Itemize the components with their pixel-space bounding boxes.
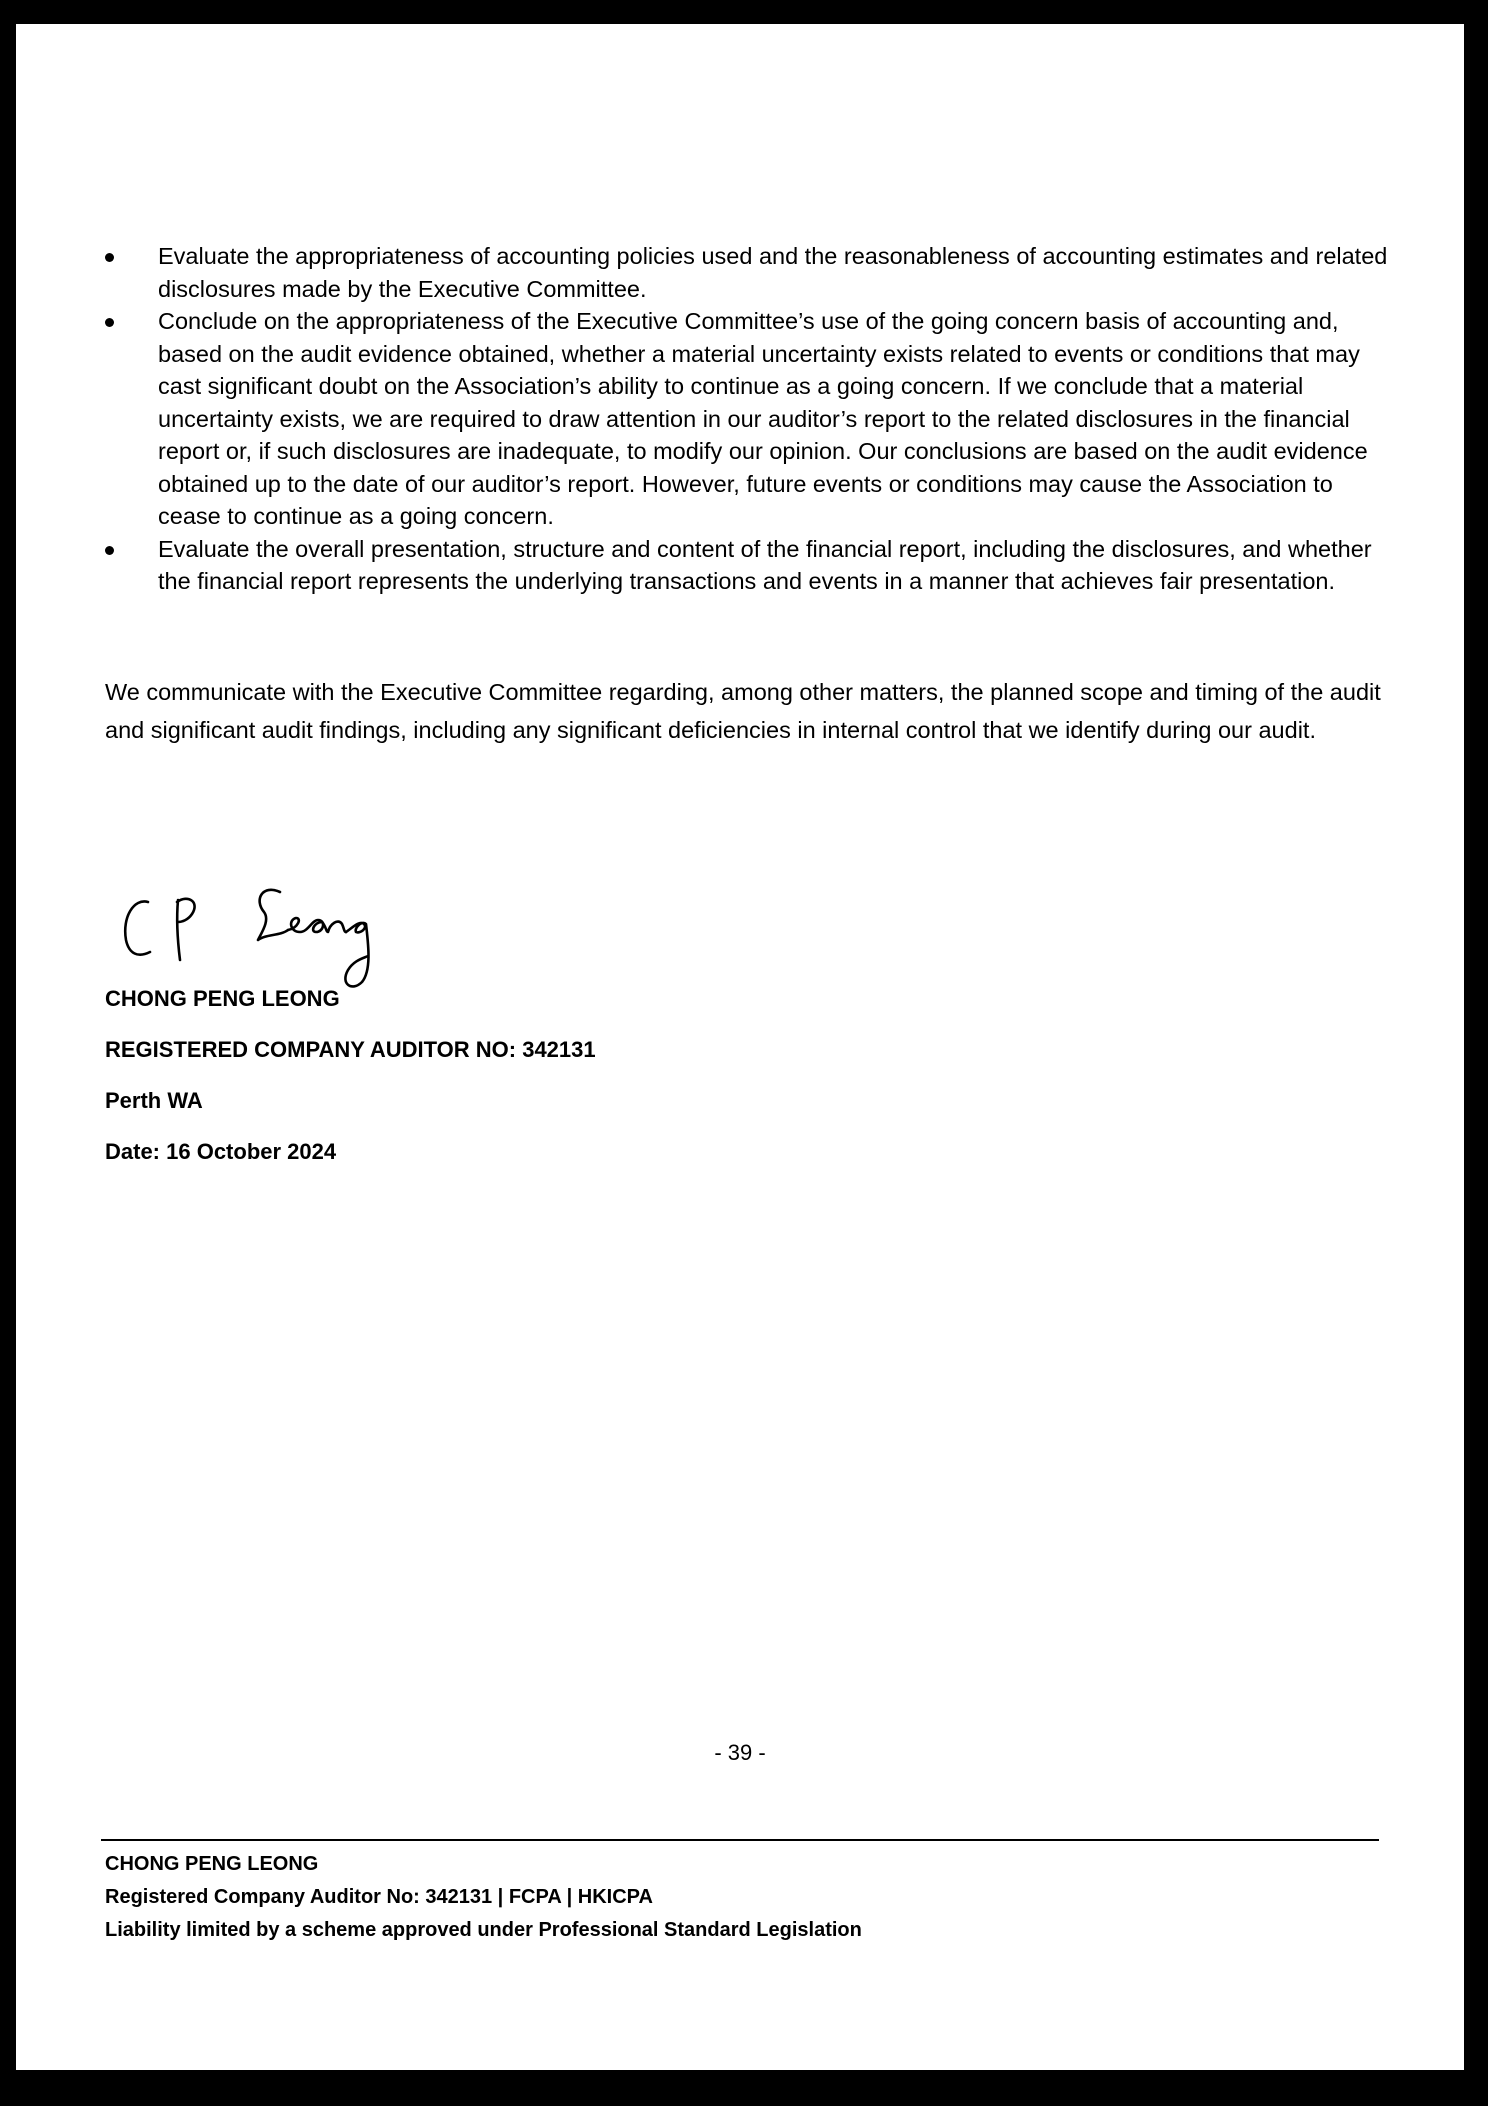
list-item <box>105 240 1395 305</box>
footer-liability: Liability limited by a scheme approved under Professional Standard Legislation <box>105 1919 862 1941</box>
list-item-text: Conclude on the appropriateness of the Executive Committee’s use of the going concern basis of accounting and, based on the audit evidence obtained, whether a material uncertainty exists related to events or conditions that may cast significant doubt on the Association’s ability to continue as a going concern. If we conclude that a material uncertainty exists, we are required to draw attention in our auditor’s report to the related disclosures in the financial report or, if such disclosures are inadequate, to modify our opinion. Our conclusions are based on the audit evidence obtained up to the date of our auditor’s report. However, future events or conditions may cause the Association to cease to continue as a going concern. <box>158 308 1368 529</box>
list-item <box>105 305 1395 533</box>
signer-location: Perth WA <box>105 1088 203 1113</box>
signer-name: CHONG PENG LEONG <box>105 986 340 1011</box>
page-number: - 39 - <box>714 1740 766 1765</box>
footer-name: CHONG PENG LEONG <box>105 1853 319 1875</box>
bullet-icon <box>105 546 114 555</box>
signer-date: Date: 16 October 2024 <box>105 1139 337 1164</box>
footer-divider <box>101 1839 1379 1841</box>
document-page <box>16 24 1464 2070</box>
list-item-text: Evaluate the appropriateness of accounting policies used and the reasonableness of accounting estimates and related disclosures made by the Executive Committee. <box>158 243 1388 302</box>
procedures-list <box>105 240 1395 598</box>
communication-paragraph: We communicate with the Executive Committee regarding, among other matters, the planned scope and timing of the audit and significant audit findings, including any significant deficiencies in internal control that we identify during our audit. <box>105 679 1381 743</box>
bullet-icon <box>105 253 114 262</box>
footer-credentials: Registered Company Auditor No: 342131 | FCPA | HKICPA <box>105 1886 653 1908</box>
bullet-icon <box>105 318 114 327</box>
list-item <box>105 533 1395 598</box>
signature <box>112 862 392 1002</box>
list-item-text: Evaluate the overall presentation, structure and content of the financial report, including the disclosures, and whether the financial report represents the underlying transactions and events in a manner that achieves fair presentation. <box>158 535 1372 594</box>
signer-auditor-number: REGISTERED COMPANY AUDITOR NO: 342131 <box>105 1037 596 1062</box>
